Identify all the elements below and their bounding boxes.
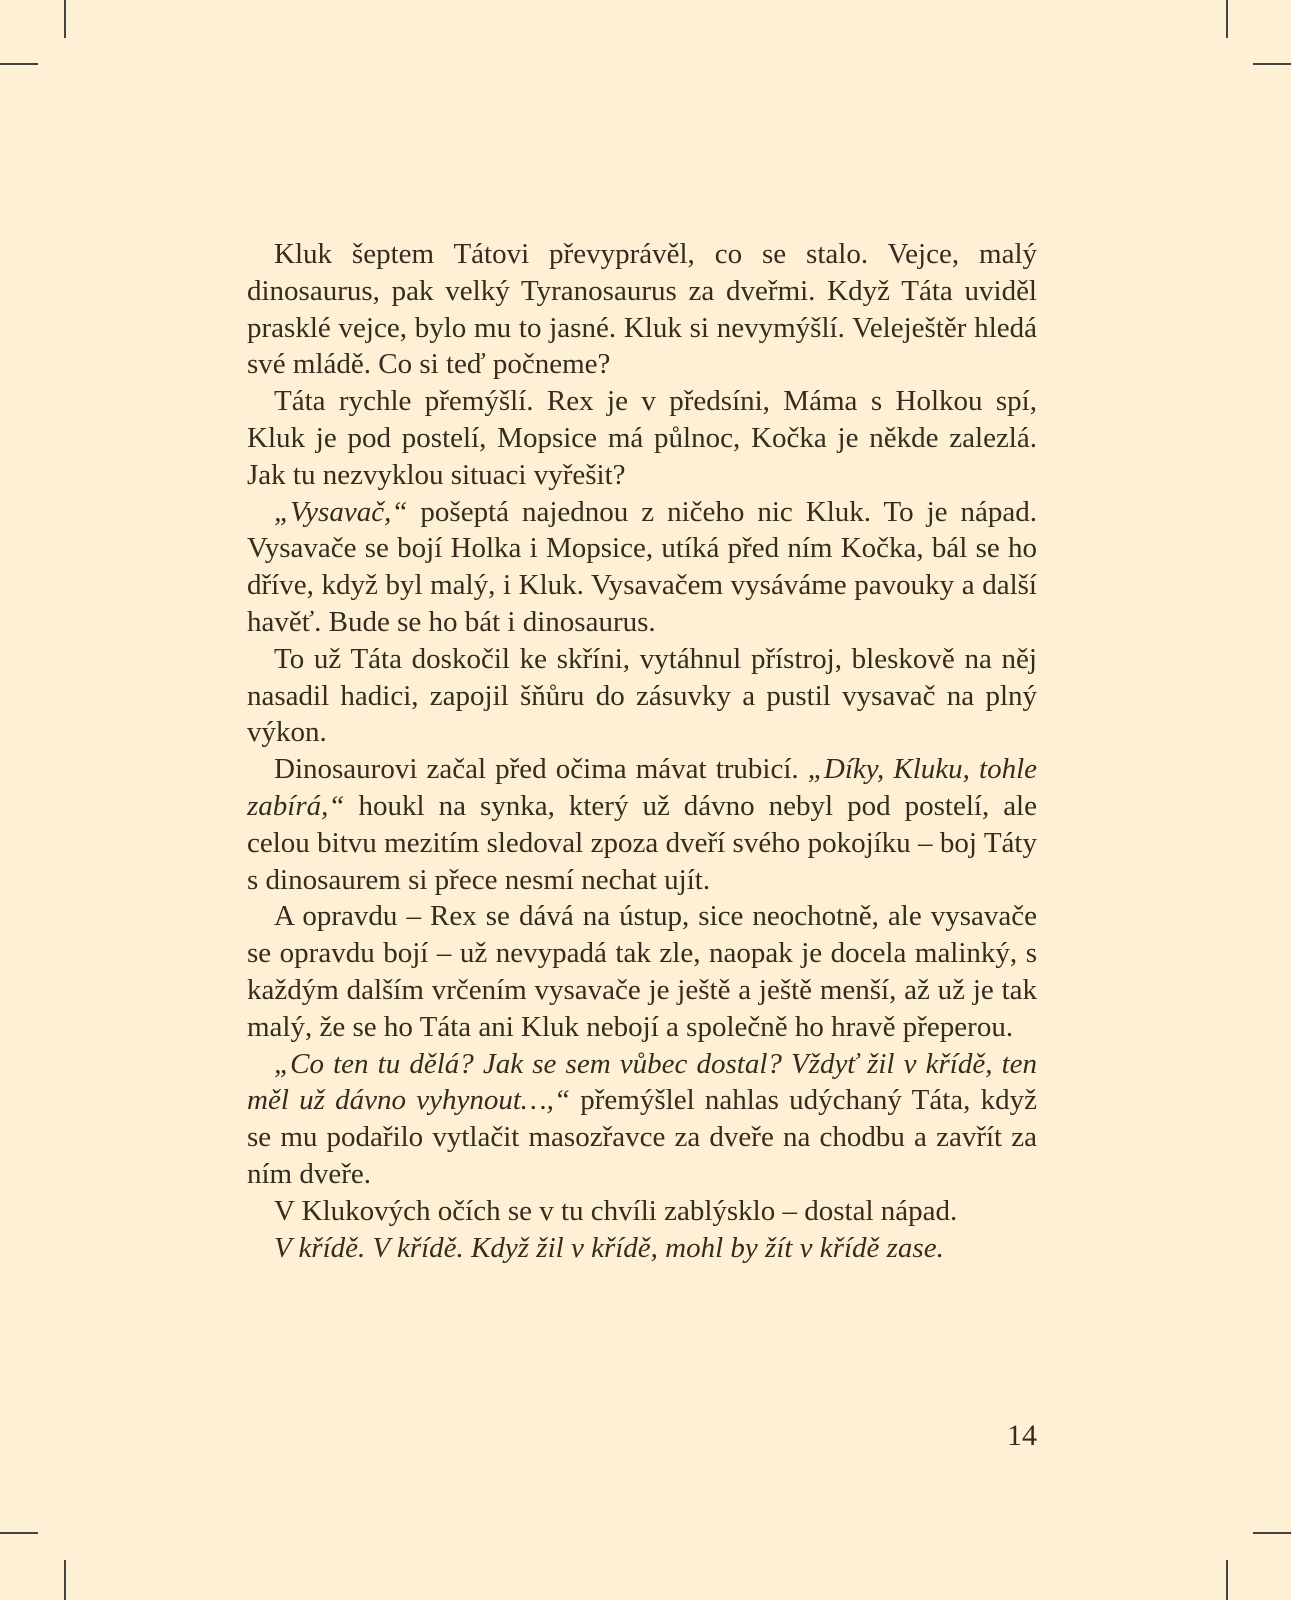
text-run: Táta rychle přemýšlí. Rex je v předsíni, Máma s Holkou spí, Kluk je pod postelí, Mopsice má půlnoc, Kočka je někde zalezlá. Jak tu nezvyklou situaci vyřešit?: [247, 385, 1037, 491]
paragraph: [247, 383, 1037, 493]
paragraph: [247, 494, 1037, 641]
text-run: přemýšlel nahlas udýchaný Táta, když se mu podařilo vytlačit masozřavce za dveře na chodbu a zavřít za ním dveře.: [247, 1084, 1037, 1190]
crop-mark-top-left-horizontal: [0, 63, 38, 65]
page-number: 14: [1007, 1419, 1037, 1452]
italic-text-run: „Co ten tu dělá? Jak se sem vůbec dostal? Vždyť žil v křídě, ten měl už dávno vyhynout…,“: [247, 1047, 1037, 1117]
paragraph: [247, 1046, 1037, 1193]
text-run: Kluk šeptem Tátovi převyprávěl, co se stalo. Vejce, malý dinosaurus, pak velký Tyranosaurus za dveřmi. Když Táta uviděl prasklé vejce, bylo mu to jasné. Kluk si nevymýšlí. Veleještěr hledá své mládě. Co si teď počneme?: [247, 238, 1037, 381]
italic-text-run: „Vysavač,“: [274, 495, 408, 528]
italic-text-run: V křídě. V křídě. Když žil v křídě, mohl by žít v křídě zase.: [274, 1231, 944, 1264]
crop-mark-top-right-horizontal: [1253, 63, 1291, 65]
italic-text-run: „Díky, Kluku, tohle zabírá,“: [247, 753, 1038, 822]
crop-mark-bottom-left-vertical: [64, 1560, 66, 1600]
page-text-block: [247, 236, 1037, 1266]
crop-mark-top-left-vertical: [64, 0, 66, 38]
text-run: A opravdu – Rex se dává na ústup, sice neochotně, ale vysavače se opravdu bojí – už nevypadá tak zle, naopak je docela malinký, s každým dalším vrčením vysavače je ještě a ještě menší, až už je tak malý, že se ho Táta ani Kluk nebojí a společně ho hravě přeperou.: [247, 900, 1037, 1043]
paragraph: [247, 898, 1037, 1045]
crop-mark-bottom-right-vertical: [1226, 1560, 1228, 1600]
crop-mark-top-right-vertical: [1226, 0, 1228, 38]
text-run: Dinosaurovi začal před očima mávat trubicí.: [274, 753, 808, 786]
paragraph: [247, 236, 1037, 383]
text-run: houkl na synka, který už dávno nebyl pod postelí, ale celou bitvu mezitím sledoval zpoza dveří svého pokojíku – boj Táty s dinosaurem si přece nesmí nechat ujít.: [247, 789, 1037, 896]
crop-mark-bottom-left-horizontal: [0, 1532, 38, 1534]
text-run: pošeptá najednou z ničeho nic Kluk. To je nápad. Vysavače se bojí Holka i Mopsice, utíká před ním Kočka, bál se ho dříve, když byl malý, i Kluk. Vysavačem vysáváme pavouky a další havěť. Bude se ho bát i dinosaurus.: [247, 495, 1037, 638]
text-run: V Klukových očích se v tu chvíli zablýsklo – dostal nápad.: [274, 1194, 958, 1227]
paragraph: [247, 1193, 1037, 1230]
crop-mark-bottom-right-horizontal: [1253, 1532, 1291, 1534]
paragraph: [247, 751, 1037, 898]
paragraph: [247, 641, 1037, 751]
paragraph: [247, 1230, 1037, 1267]
text-run: To už Táta doskočil ke skříni, vytáhnul přístroj, bleskově na něj nasadil hadici, zapojil šňůru do zásuvky a pustil vysavač na plný výkon.: [247, 642, 1037, 749]
